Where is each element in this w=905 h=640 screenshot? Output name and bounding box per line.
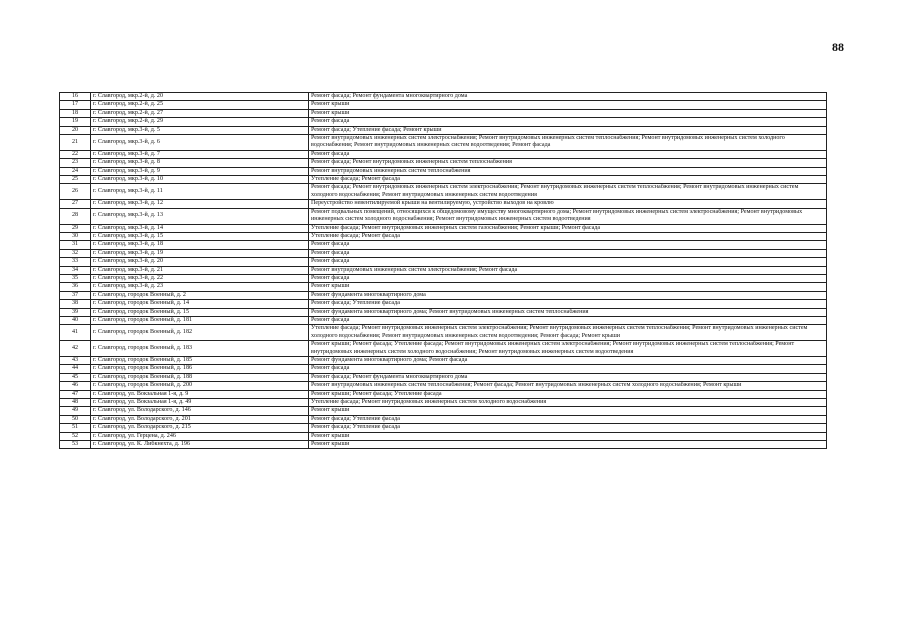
row-number-cell: 41	[60, 325, 91, 341]
works-cell: Утепление фасада; Ремонт фасада	[309, 176, 827, 184]
works-cell: Ремонт фасада	[309, 249, 827, 257]
table-row	[60, 249, 827, 257]
address-cell: г. Славгород, мкр.3-й, д. 20	[91, 258, 309, 266]
row-number-cell: 22	[60, 150, 91, 158]
repair-program-table	[59, 92, 827, 449]
works-cell: Ремонт фундамента многоквартирного дома; Ремонт внутридомовых инженерных систем теплоснабжения	[309, 308, 827, 316]
works-cell: Ремонт фасада	[309, 365, 827, 373]
row-number-cell: 40	[60, 316, 91, 324]
works-cell: Ремонт внутридомовых инженерных систем теплоснабжения	[309, 167, 827, 175]
works-cell: Ремонт крыши; Ремонт фасада; Утепление фасада; Ремонт внутридомовых инженерных систем электроснабжения; Ремонт внутридомовых инженерных систем теплоснабжения; Ремонт внутридомовых инженерных систем холодного водоснабжения; Ремонт внутридомовых инженерных систем водоотведения	[309, 341, 827, 357]
works-cell: Ремонт фасада	[309, 150, 827, 158]
row-number-cell: 32	[60, 249, 91, 257]
works-cell: Ремонт крыши	[309, 441, 827, 449]
works-cell: Ремонт фасада; Утепление фасада	[309, 415, 827, 423]
table-row	[60, 341, 827, 357]
works-cell: Ремонт внутридомовых инженерных систем теплоснабжения; Ремонт фасада; Ремонт внутридомовых инженерных систем холодного водоснабжения; Ремонт крыши	[309, 382, 827, 390]
table-row	[60, 357, 827, 365]
row-number-cell: 30	[60, 232, 91, 240]
works-cell: Ремонт внутридомовых инженерных систем электроснабжения; Ремонт внутридомовых инженерных систем теплоснабжения; Ремонт внутридомовых инженерных систем холодного водоснабжения; Ремонт внутридомовых инженерных систем водоотведения; Ремонт фасада	[309, 135, 827, 151]
row-number-cell: 53	[60, 441, 91, 449]
address-cell: г. Славгород, мкр.3-й, д. 13	[91, 208, 309, 224]
table-row	[60, 184, 827, 200]
address-cell: г. Славгород, мкр.3-й, д. 19	[91, 249, 309, 257]
address-cell: г. Славгород, мкр.3-й, д. 22	[91, 274, 309, 282]
works-cell: Ремонт фасада	[309, 241, 827, 249]
address-cell: г. Славгород, городок Военный, д. 15	[91, 308, 309, 316]
works-cell: Ремонт фасада; Утепление фасада	[309, 300, 827, 308]
table-row	[60, 283, 827, 291]
table-row	[60, 308, 827, 316]
works-cell: Ремонт фасада	[309, 274, 827, 282]
row-number-cell: 27	[60, 200, 91, 208]
works-cell: Ремонт крыши; Ремонт фасада; Утепление фасада	[309, 390, 827, 398]
address-cell: г. Славгород, городок Военный, д. 200	[91, 382, 309, 390]
works-cell: Ремонт крыши	[309, 109, 827, 117]
works-cell: Ремонт фасада; Ремонт внутридомовых инженерных систем электроснабжения; Ремонт внутридомовых инженерных систем теплоснабжения; Ремонт внутридомовых инженерных систем холодного водоснабжения; Ремонт внутридомовых инженерных систем водоотведения	[309, 184, 827, 200]
works-cell: Утепление фасада; Ремонт внутридомовых инженерных систем электроснабжения; Ремонт внутридомовых инженерных систем теплоснабжения; Ремонт внутридомовых инженерных систем холодного водоснабжения; Ремонт внутридомовых инженерных систем водоотведения; Ремонт фасада; Ремонт крыши	[309, 325, 827, 341]
address-cell: г. Славгород, городок Военный, д. 181	[91, 316, 309, 324]
address-cell: г. Славгород, мкр.3-й, д. 23	[91, 283, 309, 291]
row-number-cell: 29	[60, 224, 91, 232]
table-row	[60, 382, 827, 390]
table-row	[60, 415, 827, 423]
works-cell: Утепление фасада; Ремонт внутридомовых инженерных систем холодного водоснабжения	[309, 399, 827, 407]
table-row	[60, 258, 827, 266]
address-cell: г. Славгород, мкр.3-й, д. 15	[91, 232, 309, 240]
row-number-cell: 28	[60, 208, 91, 224]
works-cell: Ремонт фасада; Утепление фасада	[309, 424, 827, 432]
address-cell: г. Славгород, мкр.3-й, д. 6	[91, 135, 309, 151]
row-number-cell: 43	[60, 357, 91, 365]
address-cell: г. Славгород, городок Военный, д. 183	[91, 341, 309, 357]
table-row	[60, 390, 827, 398]
table-row	[60, 266, 827, 274]
row-number-cell: 37	[60, 291, 91, 299]
address-cell: г. Славгород, мкр.2-й, д. 29	[91, 118, 309, 126]
works-cell: Ремонт фасада	[309, 316, 827, 324]
address-cell: г. Славгород, мкр.3-й, д. 14	[91, 224, 309, 232]
row-number-cell: 46	[60, 382, 91, 390]
works-cell: Ремонт фундамента многоквартирного дома	[309, 291, 827, 299]
works-cell: Ремонт крыши	[309, 407, 827, 415]
address-cell: г. Славгород, мкр.3-й, д. 8	[91, 159, 309, 167]
table-row	[60, 109, 827, 117]
address-cell: г. Славгород, мкр.3-й, д. 7	[91, 150, 309, 158]
works-cell: Ремонт фасада; Ремонт фундамента многоквартирного дома	[309, 93, 827, 101]
address-cell: г. Славгород, мкр.2-й, д. 20	[91, 93, 309, 101]
table-row	[60, 118, 827, 126]
address-cell: г. Славгород, мкр.3-й, д. 11	[91, 184, 309, 200]
row-number-cell: 39	[60, 308, 91, 316]
address-cell: г. Славгород, мкр.2-й, д. 25	[91, 101, 309, 109]
address-cell: г. Славгород, ул. Вокзальная 1-я, д. 9	[91, 390, 309, 398]
works-cell: Ремонт фасада; Ремонт внутридомовых инженерных систем теплоснабжения	[309, 159, 827, 167]
row-number-cell: 38	[60, 300, 91, 308]
row-number-cell: 16	[60, 93, 91, 101]
table-row	[60, 399, 827, 407]
address-cell: г. Славгород, городок Военный, д. 2	[91, 291, 309, 299]
address-cell: г. Славгород, мкр.3-й, д. 9	[91, 167, 309, 175]
row-number-cell: 42	[60, 341, 91, 357]
table-row	[60, 208, 827, 224]
address-cell: г. Славгород, городок Военный, д. 186	[91, 365, 309, 373]
address-cell: г. Славгород, мкр.3-й, д. 10	[91, 176, 309, 184]
address-cell: г. Славгород, городок Военный, д. 185	[91, 357, 309, 365]
row-number-cell: 47	[60, 390, 91, 398]
works-cell: Ремонт фасада; Ремонт фундамента многоквартирного дома	[309, 373, 827, 381]
works-cell: Ремонт фасада	[309, 118, 827, 126]
row-number-cell: 18	[60, 109, 91, 117]
page-number: 88	[832, 40, 844, 54]
address-cell: г. Славгород, городок Военный, д. 188	[91, 373, 309, 381]
address-cell: г. Славгород, мкр.3-й, д. 21	[91, 266, 309, 274]
table-row	[60, 200, 827, 208]
address-cell: г. Славгород, ул. Володарского, д. 201	[91, 415, 309, 423]
table-row	[60, 224, 827, 232]
table-row	[60, 424, 827, 432]
works-cell: Ремонт крыши	[309, 432, 827, 440]
works-cell: Утепление фасада; Ремонт внутридомовых инженерных систем газоснабжения; Ремонт крыши; Ремонт фасада	[309, 224, 827, 232]
table-row	[60, 159, 827, 167]
table-row	[60, 441, 827, 449]
row-number-cell: 21	[60, 135, 91, 151]
row-number-cell: 19	[60, 118, 91, 126]
table-row	[60, 365, 827, 373]
table-row	[60, 373, 827, 381]
works-cell: Утепление фасада; Ремонт фасада	[309, 232, 827, 240]
table-row	[60, 150, 827, 158]
row-number-cell: 48	[60, 399, 91, 407]
row-number-cell: 34	[60, 266, 91, 274]
row-number-cell: 23	[60, 159, 91, 167]
table-row	[60, 101, 827, 109]
table-row	[60, 167, 827, 175]
address-cell: г. Славгород, ул. Володарского, д. 146	[91, 407, 309, 415]
row-number-cell: 51	[60, 424, 91, 432]
works-cell: Ремонт фасада; Утепление фасада; Ремонт крыши	[309, 126, 827, 134]
address-cell: г. Славгород, мкр.2-й, д. 27	[91, 109, 309, 117]
address-cell: г. Славгород, ул. Герцена, д. 246	[91, 432, 309, 440]
row-number-cell: 24	[60, 167, 91, 175]
table-row	[60, 126, 827, 134]
row-number-cell: 49	[60, 407, 91, 415]
table-row	[60, 176, 827, 184]
address-cell: г. Славгород, мкр.3-й, д. 5	[91, 126, 309, 134]
row-number-cell: 35	[60, 274, 91, 282]
table-row	[60, 432, 827, 440]
address-cell: г. Славгород, ул. К. Либкнехта, д. 196	[91, 441, 309, 449]
address-cell: г. Славгород, мкр.3-й, д. 18	[91, 241, 309, 249]
row-number-cell: 31	[60, 241, 91, 249]
works-cell: Ремонт подвальных помещений, относящихся к общедомовому имуществу многоквартирного дома; Ремонт внутридомовых инженерных систем электроснабжения; Ремонт внутридомовых инженерных систем холодного водоснабжения; Ремонт внутридомовых инженерных систем водоотведения	[309, 208, 827, 224]
row-number-cell: 25	[60, 176, 91, 184]
table-row	[60, 135, 827, 151]
works-cell: Ремонт крыши	[309, 283, 827, 291]
address-cell: г. Славгород, городок Военный, д. 14	[91, 300, 309, 308]
row-number-cell: 50	[60, 415, 91, 423]
row-number-cell: 17	[60, 101, 91, 109]
address-cell: г. Славгород, ул. Вокзальная 1-я, д. 49	[91, 399, 309, 407]
table-row	[60, 291, 827, 299]
works-cell: Ремонт внутридомовых инженерных систем электроснабжения; Ремонт фасада	[309, 266, 827, 274]
table-row	[60, 241, 827, 249]
row-number-cell: 52	[60, 432, 91, 440]
row-number-cell: 36	[60, 283, 91, 291]
table-row	[60, 93, 827, 101]
row-number-cell: 45	[60, 373, 91, 381]
table-row	[60, 232, 827, 240]
row-number-cell: 44	[60, 365, 91, 373]
works-cell: Ремонт фундамента многоквартирного дома; Ремонт фасада	[309, 357, 827, 365]
table-row	[60, 274, 827, 282]
row-number-cell: 33	[60, 258, 91, 266]
address-cell: г. Славгород, городок Военный, д. 182	[91, 325, 309, 341]
table-row	[60, 300, 827, 308]
row-number-cell: 26	[60, 184, 91, 200]
works-cell: Ремонт крыши	[309, 101, 827, 109]
table-row	[60, 407, 827, 415]
table-row	[60, 325, 827, 341]
address-cell: г. Славгород, мкр.3-й, д. 12	[91, 200, 309, 208]
table-row	[60, 316, 827, 324]
works-cell: Ремонт фасада	[309, 258, 827, 266]
row-number-cell: 20	[60, 126, 91, 134]
works-cell: Переустройство невентилируемой крыши на вентилируемую, устройство выходов на кровлю	[309, 200, 827, 208]
address-cell: г. Славгород, ул. Володарского, д. 215	[91, 424, 309, 432]
